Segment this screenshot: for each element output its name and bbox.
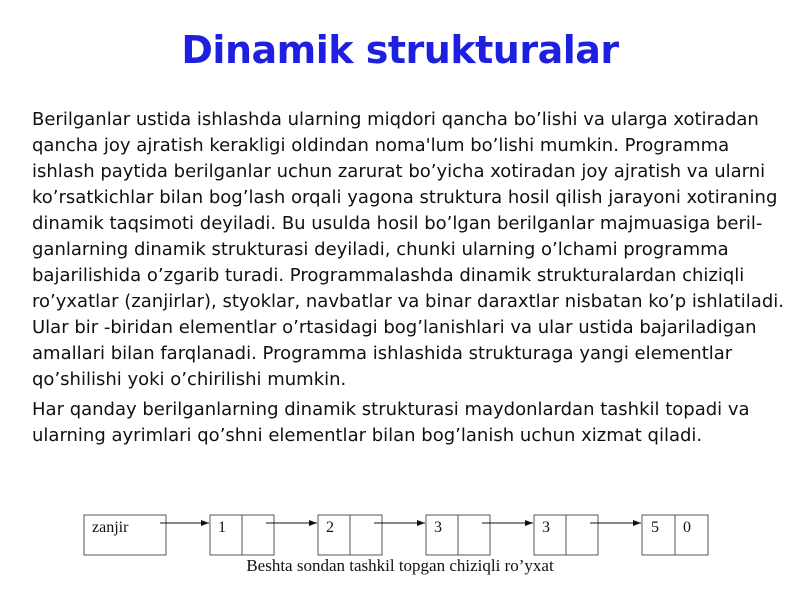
slide-body (32, 107, 784, 449)
linked-list-figure (80, 510, 720, 560)
node-value: 3 (542, 519, 550, 536)
list-head-label: zanjir (92, 519, 129, 536)
linked-list-diagram (80, 510, 720, 590)
body-paragraph-1: Berilganlar ustida ishlashda ularning miqdori qancha bo’lishi va ularga xotiradan qancha joy ajratish kerakligi oldindan noma'lum bo’lishi mumkin. Programma ishlash paytida berilganlar uchun zarurat bo’yicha xotiradan joy ajratish va ularni ko’rsatkichlar bilan bog’lash orqali yagona struktura hosil qilish jarayoni xotiraning dinamik taqsimoti deyiladi. Bu usulda hosil bo’lgan berilganlar majmuasiga beril-ganlarning dinamik strukturasi deyiladi, chunki ularning o’lchami programma bajarilishida o’zgarib turadi. Programmalashda dinamik strukturalardan chiziqli ro’yxatlar (zanjirlar), styoklar, navbatlar va binar daraxtlar nisbatan ko’p ishlatiladi. Ular bir -biridan elementlar o’rtasidagi bog’lanishlari va ular ustida bajariladigan amallari bilan farqlanadi. Programma ishlashida strukturaga yangi elementlar qo’shilishi yoki o’chirilishi mumkin. (32, 109, 784, 390)
slide-title: Dinamik strukturalar (181, 28, 619, 72)
node-value: 5 (651, 519, 659, 536)
node-value: 3 (434, 519, 442, 536)
null-pointer-value: 0 (683, 519, 691, 536)
node-value: 1 (218, 519, 226, 536)
body-paragraph-2: Har qanday berilganlarning dinamik strukturasi maydonlardan tashkil topadi va ularning ayrimlari qo’shni elementlar bilan bog’lanish uchun xizmat qiladi. (32, 399, 750, 446)
diagram-caption: Beshta sondan tashkil topgan chiziqli ro’yxat (246, 556, 554, 575)
node-value: 2 (326, 519, 334, 536)
